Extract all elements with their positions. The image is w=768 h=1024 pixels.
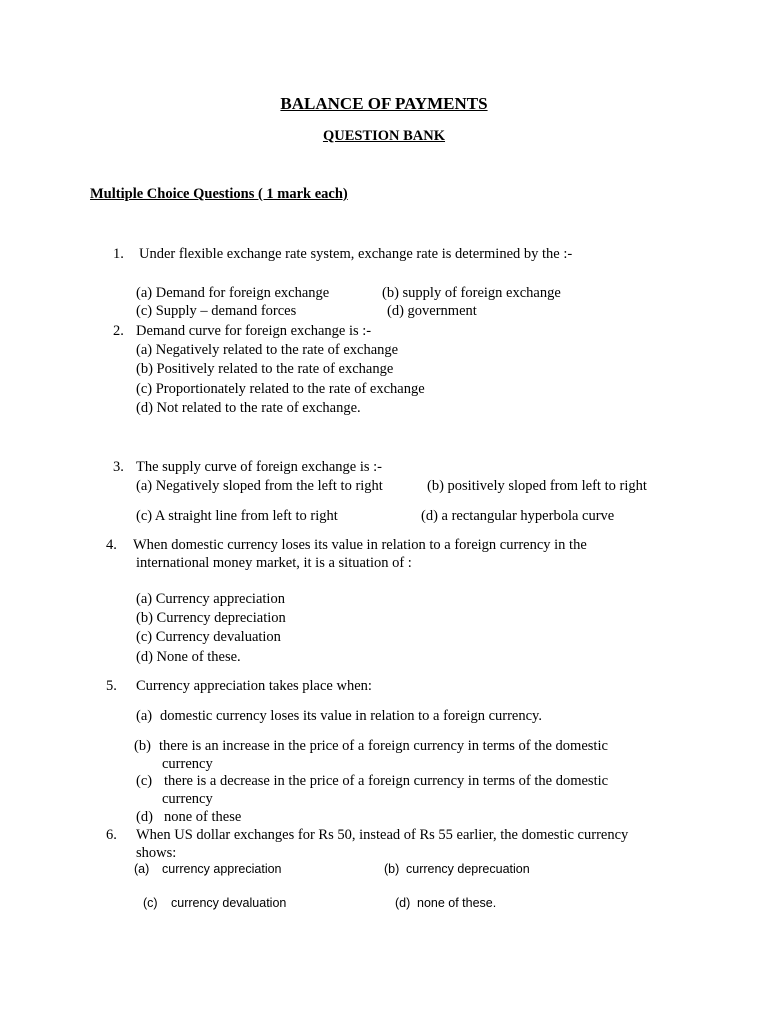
option-a-text: domestic currency loses its value in relation to a foreign currency. [160,708,542,724]
option-a-text: currency appreciation [162,862,282,876]
question-number: 3. [113,459,124,475]
option-c: (c) A straight line from left to right [136,508,338,524]
page-subtitle: QUESTION BANK [322,128,446,144]
option-b-label: (b) [134,738,151,754]
option-b: (b) positively sloped from left to right [427,478,647,494]
question-number: 5. [106,678,117,694]
question-text: Demand curve for foreign exchange is :- [136,323,372,339]
option-c-text-line-2: currency [162,791,213,807]
option-c: (c) Proportionately related to the rate of exchange [136,381,425,397]
option-c-label: (c) [136,773,153,789]
option-a: (a) Demand for foreign exchange [136,285,330,301]
option-b-text: currency deprecuation [406,862,530,876]
question-text-line-1: When US dollar exchanges for Rs 50, instead of Rs 55 earlier, the domestic currency [136,827,629,843]
option-d: (d) a rectangular hyperbola curve [421,508,615,524]
question-text-line-1: When domestic currency loses its value in relation to a foreign currency in the [133,537,587,553]
option-d-label: (d) [136,809,153,825]
option-d-label: (d) [395,896,411,910]
option-a-label: (a) [134,862,150,876]
question-number: 6. [106,827,117,843]
option-a-label: (a) [136,708,153,724]
option-c: (c) Currency devaluation [136,629,281,645]
option-c: (c) Supply – demand forces [136,303,297,319]
section-heading: Multiple Choice Questions ( 1 mark each) [90,186,348,202]
option-d: (d) None of these. [136,649,241,665]
option-a: (a) Negatively sloped from the left to right [136,478,383,494]
option-b: (b) Currency depreciation [136,610,286,626]
option-b-label: (b) [384,862,400,876]
question-text: Currency appreciation takes place when: [136,678,372,694]
option-a: (a) Currency appreciation [136,591,285,607]
page-title: BALANCE OF PAYMENTS [280,94,488,113]
question-text: The supply curve of foreign exchange is :- [136,459,383,475]
option-c-text: currency devaluation [171,896,287,910]
option-d: (d) government [387,303,477,319]
option-b-text-line-2: currency [162,756,213,772]
question-number: 1. [113,246,124,262]
option-d-text: none of these. [417,896,497,910]
option-d: (d) Not related to the rate of exchange. [136,400,361,416]
question-text: Under flexible exchange rate system, exchange rate is determined by the :- [139,246,573,262]
question-number: 2. [113,323,124,339]
option-a: (a) Negatively related to the rate of exchange [136,342,399,358]
option-b: (b) Positively related to the rate of exchange [136,361,394,377]
question-text-line-2: shows: [136,845,177,861]
option-b-text-line-1: there is an increase in the price of a foreign currency in terms of the domestic [159,738,608,754]
option-b: (b) supply of foreign exchange [382,285,561,301]
option-c-text-line-1: there is a decrease in the price of a foreign currency in terms of the domestic [164,773,609,789]
question-number: 4. [106,537,117,553]
option-c-label: (c) [143,896,158,910]
question-text-line-2: international money market, it is a situation of : [136,555,412,571]
option-d-text: none of these [164,809,242,825]
